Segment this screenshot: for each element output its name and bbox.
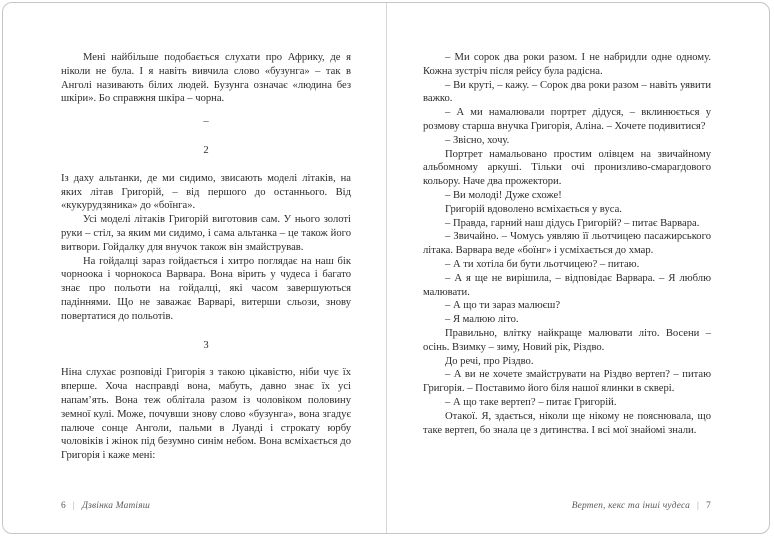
page-right-text xyxy=(423,51,711,437)
paragraph: До речі, про Різдво. xyxy=(445,355,534,367)
paragraph: – Правда, гарний наш дідусь Григорій? – питає Варвара. xyxy=(445,217,700,229)
page-right xyxy=(386,3,769,533)
paragraph: Ніна слухає розповіді Григорія з такою цікавістю, ніби чує їх вперше. Хоча насправді вона, мабуть, давно знає їх усі напам’ять. Вона теж облітала разом із чоловіком половину земної кулі. Може, почувши знову слово «бузунга», вона згадує палюче сонце Анголи, пальми в Луанді і строкату юрбу чоловіків і жінок під безумно синім небом. Вона всміхається до Григорія і каже мені: xyxy=(61,367,351,462)
page-number-left: 6 xyxy=(61,501,66,511)
paragraph: Правильно, влітку найкраще малювати літо. Восени – осінь. Взимку – зиму, Новий рік, Різдво. xyxy=(423,327,711,353)
page-left xyxy=(3,3,386,533)
paragraph: – Звісно, хочу. xyxy=(445,134,510,146)
paragraph: – А я ще не вирішила, – відповідає Варвара. – Я люблю малювати. xyxy=(423,272,711,298)
paragraph: – А ти хотіла би бути льотчицею? – питаю. xyxy=(445,258,640,270)
section-divider: – xyxy=(203,116,209,128)
footer-separator-left: | xyxy=(72,501,75,511)
paragraph: Отакої. Я, здається, ніколи ще нікому не пояснювала, що таке вертеп, бо знала це з дитинства. І всі мої знайомі знали. xyxy=(423,410,711,436)
paragraph: Із даху альтанки, де ми сидимо, звисають моделі літаків, на яких літав Григорій, – від першого до останнього. Від «кукурудзяника» до «боїнга». xyxy=(61,172,351,212)
paragraph: Усі моделі літаків Григорій виготовив сам. У нього золоті руки – стіл, за яким ми сидимо, і сама альтанка – це також його витвори. Гойдалку для внучок також він змайстрував. xyxy=(61,214,351,253)
paragraph: – А ви не хочете змайструвати на Різдво вертеп? – питаю Григорія. – Поставимо його біля нашої ялинки в сквері. xyxy=(423,369,711,395)
paragraph: – Ви молоді! Дуже схоже! xyxy=(445,189,562,201)
paragraph: – Звичайно. – Чомусь уявляю її льотчицею пасажирського літака. Варвара веде «боїнг» і усміхається до хмар. xyxy=(423,231,711,257)
paragraph: – Ми сорок два роки разом. І не набридли одне одному. Кожна зустріч після рейсу була радісна. xyxy=(423,52,711,77)
paragraph: – А ми намалювали портрет дідуся, – вклинюється у розмову старша внучка Григорія, Аліна. – Хочете подивитися? xyxy=(423,107,711,132)
paragraph: Портрет намальовано простим олівцем на звичайному альбомному аркуші. Тільки очі пронизливо-смарагдового кольору. Наче два прожектори. xyxy=(423,148,711,188)
paragraph: – Ви круті, – кажу. – Сорок два роки разом – навіть уявити важко. xyxy=(423,79,711,105)
running-author: Дзвінка Матіяш xyxy=(81,501,151,511)
paragraph: – А що таке вертеп? – питає Григорій. xyxy=(445,396,617,408)
page-left-text xyxy=(61,51,351,463)
paragraph: – А що ти зараз малюєш? xyxy=(445,300,561,312)
section-number: 3 xyxy=(203,339,209,351)
section-number: 2 xyxy=(203,144,209,156)
page-left-footer xyxy=(61,501,150,511)
paragraph: Григорій вдоволено всміхається у вуса. xyxy=(445,203,622,215)
footer-separator-right: | xyxy=(697,501,700,511)
page-number-right: 7 xyxy=(706,501,711,511)
book-spread xyxy=(2,2,770,534)
page-right-footer xyxy=(572,501,711,511)
paragraph: – Я малюю літо. xyxy=(445,314,519,326)
running-chapter-title: Вертеп, кекс та інші чудеса xyxy=(571,501,691,511)
paragraph: На гойдалці зараз гойдається і хитро поглядає на наш бік чорноока і чорнокоса Варвара. Вона вірить у чудеса і багато знає про польоти на гойдалці, які часом завершуються падіннями. Що не заважає Варварі, витерши сльози, знову повертатися до польотів. xyxy=(61,255,351,322)
paragraph: Мені найбільше подобається слухати про Африку, де я ніколи не була. І я навіть вивчила слово «бузунга» – так в Анголі називають білих людей. Бузунга означає «людина без шкіри». Бо справжня шкіра – чорна. xyxy=(61,52,351,105)
